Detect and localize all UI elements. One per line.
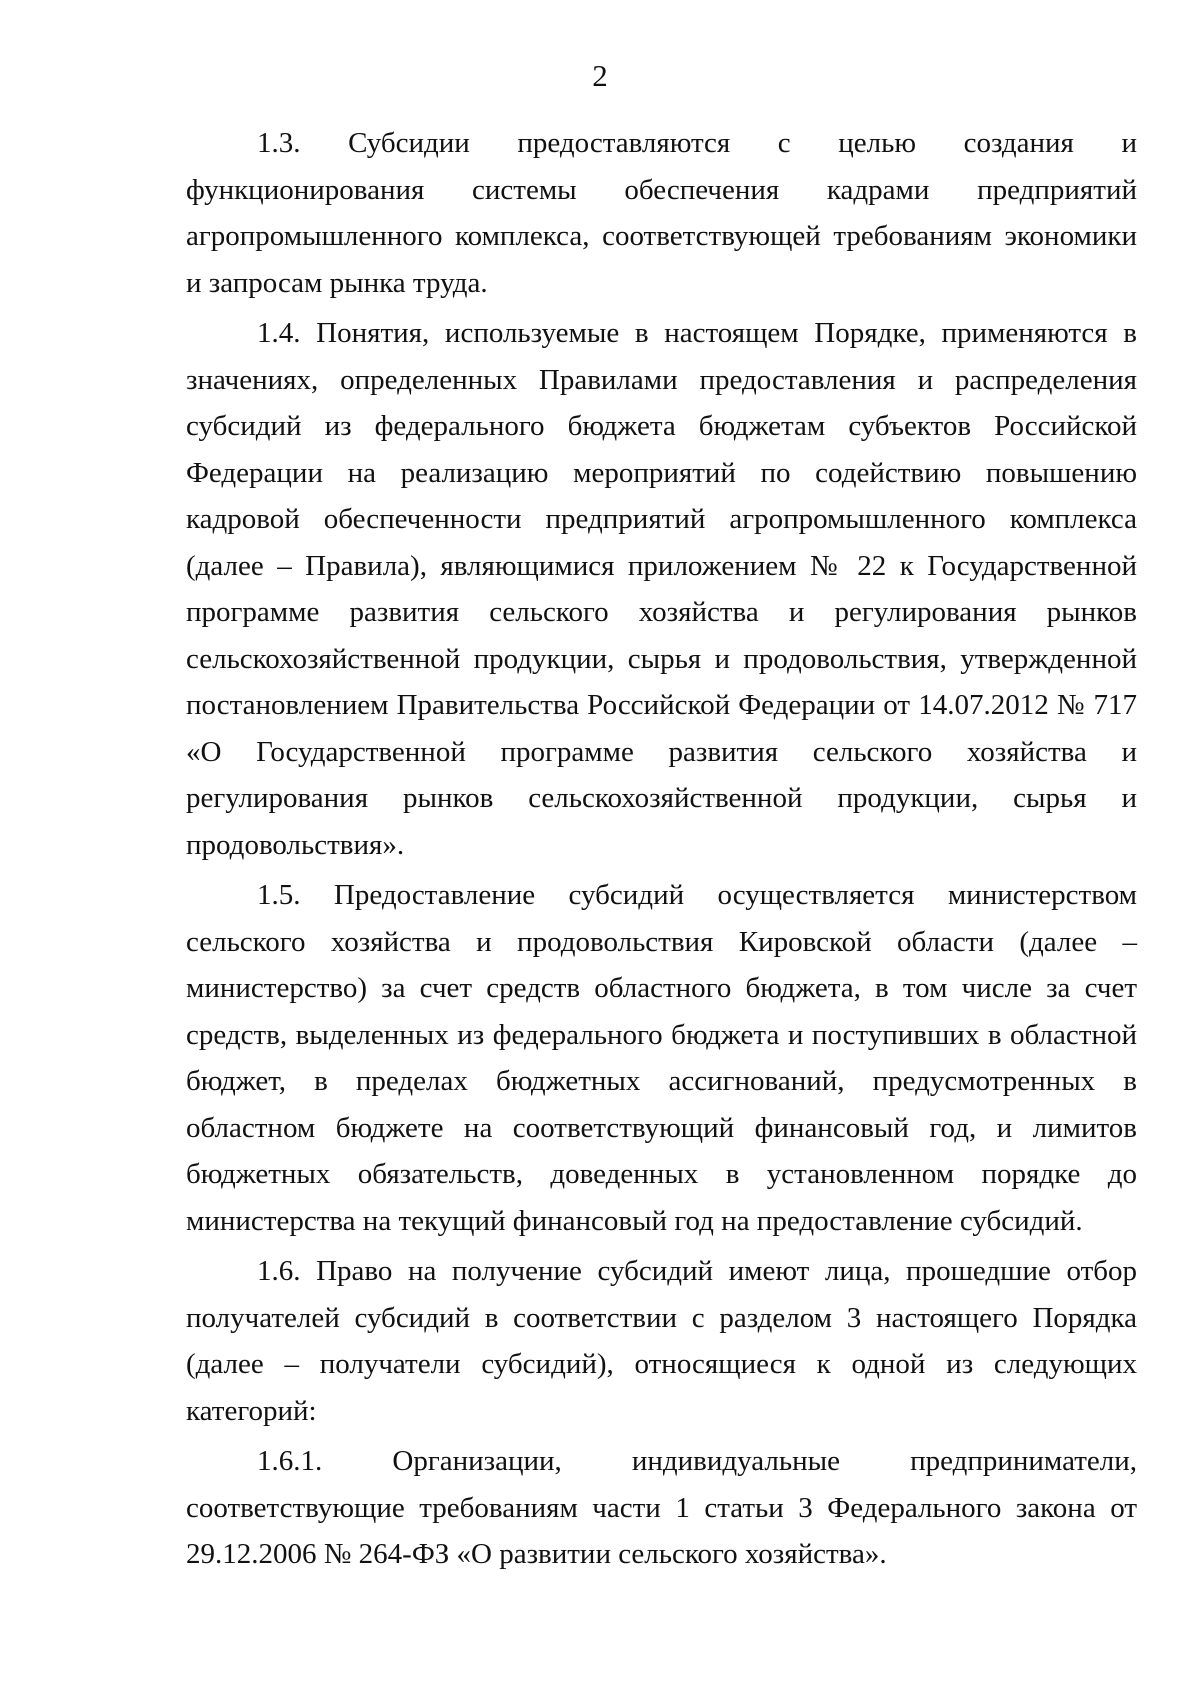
- paragraph-1-6: 1.6. Право на получение субсидий имеют лица, прошедшие отбор получателей субсидий в соответствии с разделом 3 настоящего Порядка (далее – получатели субсидий), относящиеся к одной из следующих категорий:: [186, 1255, 1137, 1427]
- paragraph-1-6-1: 1.6.1. Организации, индивидуальные предприниматели, соответствующие требованиям части 1 статьи 3 Федерального закона от 29.12.2006 № 264-ФЗ «О развитии сельского хозяйства».: [186, 1445, 1137, 1570]
- paragraph-1-4: 1.4. Понятия, используемые в настоящем Порядке, применяются в значениях, определенных Правилами предоставления и распределения субсидий из федерального бюджета бюджетам субъектов Российской Федерации на реализацию мероприятий по содействию повышению кадровой обеспеченности предприятий агропромышленного комплекса (далее – Правила), являющимися приложением № 22 к Государственной программе развития сельского хозяйства и регулирования рынков сельскохозяйственной продукции, сырья и продовольствия, утвержденной постановлением Правительства Российской Федерации от 14.07.2012 № 717 «О Государственной программе развития сельского хозяйства и регулирования рынков сельскохозяйственной продукции, сырья и продовольствия».: [186, 317, 1137, 861]
- document-body: [186, 120, 1137, 1578]
- paragraph-1-5: 1.5. Предоставление субсидий осуществляется министерством сельского хозяйства и продовольствия Кировской области (далее – министерство) за счет средств областного бюджета, в том числе за счет средств, выделенных из федерального бюджета и поступивших в областной бюджет, в пределах бюджетных ассигнований, предусмотренных в областном бюджете на соответствующий финансовый год, и лимитов бюджетных обязательств, доведенных в установленном порядке до министерства на текущий финансовый год на предоставление субсидий.: [186, 879, 1137, 1237]
- paragraph-1-3: 1.3. Субсидии предоставляются с целью создания и функционирования системы обеспечения кадрами предприятий агропромышленного комплекса, соответствующей требованиям экономики и запросам рынка труда.: [186, 127, 1137, 299]
- page-number: 2: [592, 58, 608, 93]
